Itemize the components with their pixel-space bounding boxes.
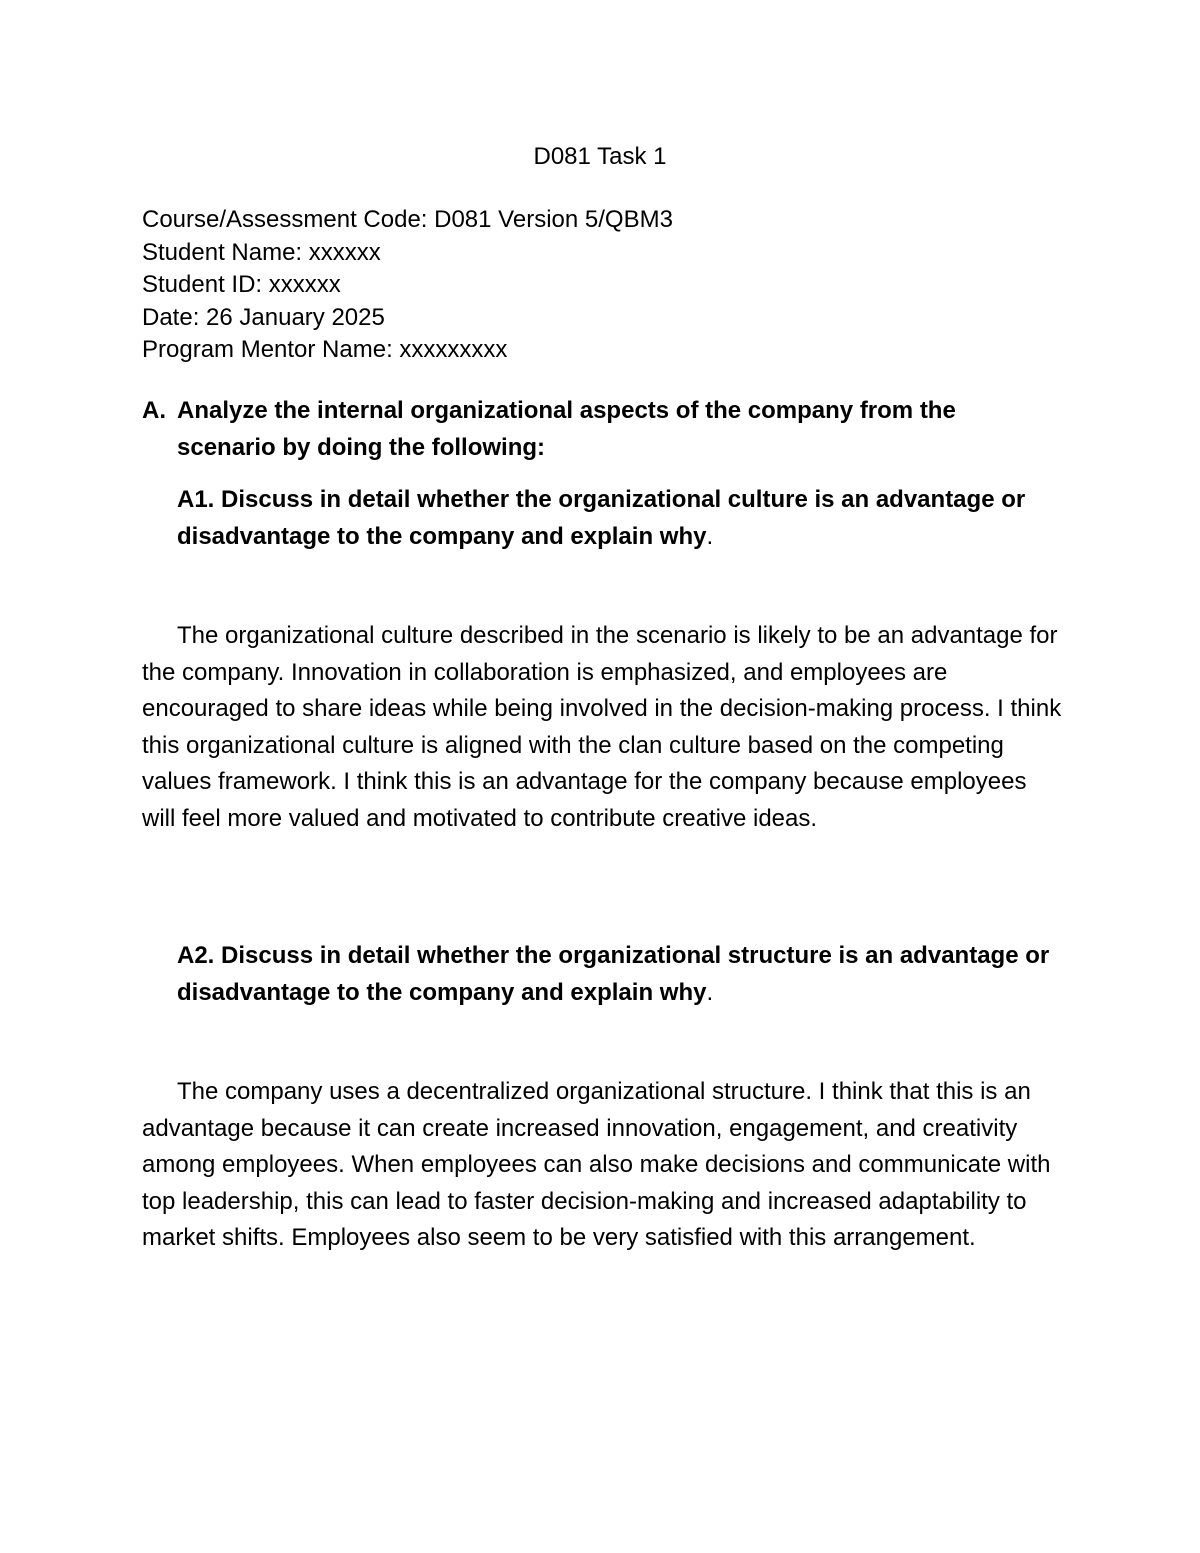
- section-a-heading: [142, 393, 1102, 466]
- student-id-line: Student ID: xxxxxx: [142, 271, 341, 298]
- question-a1-prompt: A1. Discuss in detail whether the organizational culture is an advantage or disadvantage to the company and explain why: [177, 486, 1026, 550]
- date-line: Date: 26 January 2025: [142, 303, 385, 331]
- section-a-prompt: Analyze the internal organizational aspects of the company from the scenario by doing the following:: [177, 397, 956, 461]
- section-a-label: A.: [142, 397, 166, 424]
- mentor-name-line: Program Mentor Name: xxxxxxxxx: [142, 336, 508, 363]
- answer-a2-paragraph: The company uses a decentralized organizational structure. I think that this is an advantage because it can create increased innovation, engagement, and creativity among employees. When employees can also make decisions and communicate with top leadership, this can lead to faster decision-making and increased adaptability to market shifts. Employees also seem to be very satisfied with this arrangement.: [142, 1078, 1051, 1251]
- document-title: D081 Task 1: [533, 143, 667, 170]
- question-a2-period: .: [706, 978, 714, 1006]
- question-a2-prompt: A2. Discuss in detail whether the organizational structure is an advantage or disadvantage to the company and explain why: [177, 942, 1050, 1006]
- question-a1-heading: [177, 482, 1077, 555]
- student-name-line: Student Name: xxxxxx: [142, 238, 381, 266]
- answer-a1-paragraph: The organizational culture described in the scenario is likely to be an advantage for the company. Innovation in collaboration is emphasized, and employees are encouraged to share ideas while being involved in the decision-making process. I think this organizational culture is aligned with the clan culture based on the competing values framework. I think this is an advantage for the company because employees will feel more valued and motivated to contribute creative ideas.: [142, 622, 1062, 832]
- question-a2-heading: [177, 938, 1077, 1011]
- student-info-block: [142, 204, 1102, 367]
- course-code-line: Course/Assessment Code: D081 Version 5/QBM3: [142, 206, 673, 233]
- question-a1-period: .: [706, 522, 714, 550]
